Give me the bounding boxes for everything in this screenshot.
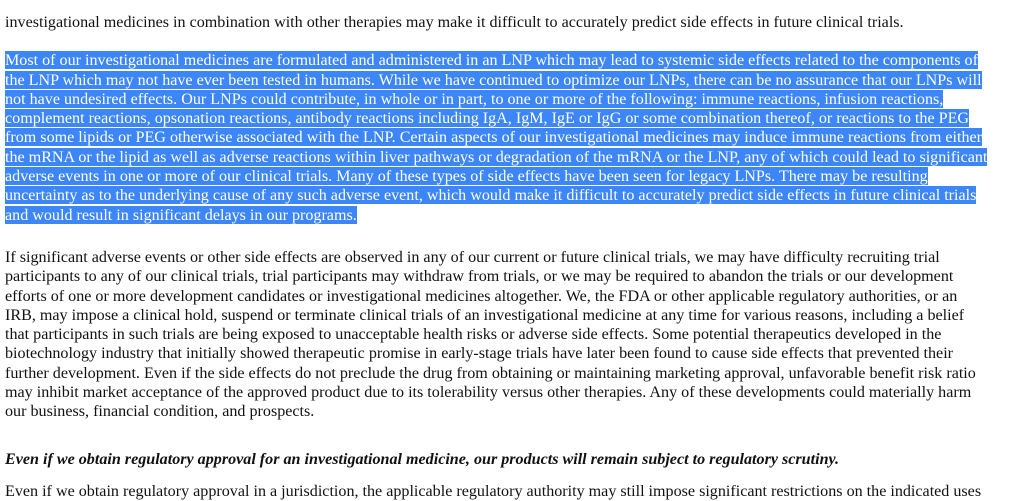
selected-text-line: [5, 71, 1021, 90]
selection-highlight: uncertainty as to the underlying cause of any such adverse event, which would make it difficult to accurately predict side effects in future clinical trials: [5, 187, 977, 205]
selected-text-line: [5, 186, 1021, 205]
selection-highlight: from some lipids or PEG otherwise associated with the LNP. Certain aspects of our investigational medicines may induce immune reactions from either: [5, 129, 983, 147]
document-body: [5, 13, 1021, 501]
selection-highlight: not have undesired effects. Our LNPs could contribute, in whole or in part, to one or more of the following: immune reactions, infusion reactions,: [5, 90, 944, 108]
text-line: our business, financial condition, and prospects.: [5, 403, 315, 421]
text-line: IRB, may impose a clinical hold, suspend or terminate clinical trials of an investigational medicine at any time for various reasons, including a belief: [5, 306, 965, 324]
section-heading[interactable]: [5, 450, 1021, 469]
selected-text-line: [5, 148, 1021, 167]
text-line: further development. Even if the side effects do not preclude the drug from obtaining or maintaining marketing approval, unfavorable benefit risk ratio: [5, 364, 976, 382]
selected-text-line: [5, 167, 1021, 186]
text-line: investigational medicines in combination with other therapies may make it difficult to accurately predict side effects in future clinical trials.: [5, 14, 904, 31]
text-line: efforts of one or more development candidates or investigational medicines altogether. We, the FDA or other applicable regulatory authorities, or an: [5, 287, 958, 305]
text-line: may inhibit market acceptance of the approved product due to its tolerability versus other therapies. Any of these developments could materially harm: [5, 384, 972, 402]
text-line: If significant adverse events or other side effects are observed in any of our current or future clinical trials, we may have difficulty recruiting trial: [5, 248, 940, 266]
selected-text-line: [5, 128, 1021, 147]
text-line: participants to any of our clinical trials, trial participants may withdraw from trials, or we may be required to abandon the trials or our development: [5, 268, 954, 286]
selection-highlight: the mRNA or the lipid as well as adverse reactions within liver pathways or degradation of the mRNA or the LNP, any of which could lead to significant: [5, 148, 988, 166]
selection-highlight: adverse events in one or more of our clinical trials. Many of these types of side effects have been seen for legacy LNPs. There may be resulting: [5, 168, 928, 186]
selection-highlight: and would result in significant delays in our programs.: [5, 206, 357, 224]
selected-text-line: [5, 109, 1021, 128]
heading-text: Even if we obtain regulatory approval for an investigational medicine, our products will remain subject to regulatory scrutiny.: [5, 450, 840, 468]
paragraph-selected-text[interactable]: [5, 51, 1021, 225]
selected-text-line: [5, 206, 1021, 225]
paragraph-bottom[interactable]: [5, 482, 1021, 501]
text-line: biotechnology industry that initially showed therapeutic promise in early-stage trials have later been found to cause side effects that prevented their: [5, 345, 954, 363]
paragraph-top[interactable]: [5, 13, 1021, 32]
selected-text-line: [5, 51, 1021, 70]
paragraph-adverse-events[interactable]: [5, 248, 1021, 422]
selection-highlight: complement reactions, opsonation reactions, antibody reactions including IgA, IgM, IgE or IgG or some combination thereof, or reactions to the PEG: [5, 110, 970, 128]
text-line: that participants in such trials are being exposed to unacceptable health risks or adverse side effects. Some potential therapeutics developed in the: [5, 326, 942, 344]
text-line: Even if we obtain regulatory approval in a jurisdiction, the applicable regulatory authority may still impose significant restrictions on the indicated uses: [5, 482, 982, 500]
selection-highlight: Most of our investigational medicines are formulated and administered in an LNP which may lead to systemic side effects related to the components of: [5, 52, 978, 70]
selected-text-line: [5, 90, 1021, 109]
selection-highlight: the LNP which may not have ever been tested in humans. While we have continued to optimize our LNPs, there can be no assurance that our LNPs will: [5, 71, 982, 89]
